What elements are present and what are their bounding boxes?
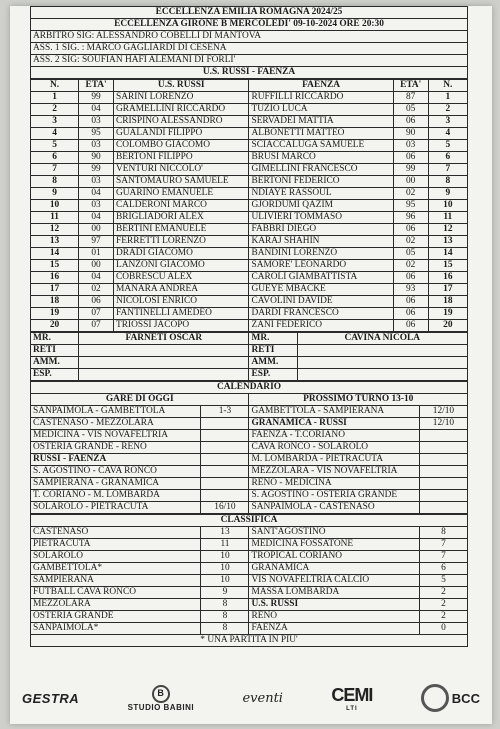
team-left: SAMPIERANA xyxy=(31,575,201,587)
today-match: T. CORIANO - M. LOMBARDA xyxy=(31,490,201,502)
away-age: 02 xyxy=(393,236,428,248)
reti-label: RETI xyxy=(31,345,79,357)
today-score xyxy=(201,430,249,442)
calendar-row xyxy=(31,490,468,502)
home-player: CALDERONI MARCO xyxy=(114,200,249,212)
away-number: 8 xyxy=(428,176,467,188)
next-match: SANPAIMOLA - CASTENASO xyxy=(249,502,419,514)
away-age: 06 xyxy=(393,116,428,128)
team-right: TROPICAL CORIANO xyxy=(249,551,419,563)
standings-row xyxy=(31,623,468,635)
away-player: BERTONI FEDERICO xyxy=(249,176,393,188)
referee: ARBITRO SIG: ALESSANDRO COBELLI DI MANTOVA xyxy=(31,31,468,43)
next-match: MEZZOLARA - VIS NOVAFELTRIA xyxy=(249,466,419,478)
away-age: 05 xyxy=(393,104,428,116)
home-age: 07 xyxy=(79,320,114,332)
header-table xyxy=(30,6,468,79)
points-left: 13 xyxy=(201,527,249,539)
away-player: DARDI FRANCESCO xyxy=(249,308,393,320)
next-date xyxy=(419,454,467,466)
team-right: GRANAMICA xyxy=(249,563,419,575)
away-age: 06 xyxy=(393,296,428,308)
home-age: 03 xyxy=(79,140,114,152)
away-player: NDIAYE RASSOUL xyxy=(249,188,393,200)
home-player: BERTINI EMANUELE xyxy=(114,224,249,236)
standings-row xyxy=(31,587,468,599)
today-match: RUSSI - FAENZA xyxy=(31,454,201,466)
today-score xyxy=(201,490,249,502)
lineup-row xyxy=(31,284,468,296)
team-left: GAMBETTOLA* xyxy=(31,563,201,575)
points-left: 10 xyxy=(201,563,249,575)
team-right: RENO xyxy=(249,611,419,623)
mr-label-2: MR. xyxy=(249,333,297,345)
home-player: LANZONI GIACOMO xyxy=(114,260,249,272)
standings-table xyxy=(30,514,468,647)
home-number: 8 xyxy=(31,176,79,188)
today-match: SAMPIERANA - GRANAMICA xyxy=(31,478,201,490)
home-player: BERTONI FILIPPO xyxy=(114,152,249,164)
points-left: 10 xyxy=(201,551,249,563)
points-right: 7 xyxy=(419,551,467,563)
col-eta-2: ETA' xyxy=(393,80,428,92)
match-title: U.S. RUSSI - FAENZA xyxy=(31,67,468,79)
home-number: 15 xyxy=(31,260,79,272)
amm-label: AMM. xyxy=(31,357,79,369)
points-right: 8 xyxy=(419,527,467,539)
away-age: 06 xyxy=(393,152,428,164)
next-match: S. AGOSTINO - OSTERIA GRANDE xyxy=(249,490,419,502)
away-age: 99 xyxy=(393,164,428,176)
today-match: MEDICINA - VIS NOVAFELTRIA xyxy=(31,430,201,442)
away-coach: CAVINA NICOLA xyxy=(297,333,467,345)
calendar-row xyxy=(31,442,468,454)
points-right: 7 xyxy=(419,539,467,551)
home-player: FERRETTI LORENZO xyxy=(114,236,249,248)
next-date xyxy=(419,478,467,490)
home-player: TRIOSSI JACOPO xyxy=(114,320,249,332)
today-match: CASTENASO - MEZZOLARA xyxy=(31,418,201,430)
home-age: 95 xyxy=(79,128,114,140)
home-player: SARINI LORENZO xyxy=(114,92,249,104)
away-age: 06 xyxy=(393,224,428,236)
points-left: 10 xyxy=(201,575,249,587)
home-number: 5 xyxy=(31,140,79,152)
points-right: 6 xyxy=(419,563,467,575)
home-player: COBRESCU ALEX xyxy=(114,272,249,284)
lineup-row xyxy=(31,92,468,104)
standings-row xyxy=(31,575,468,587)
team-left: FUTBALL CAVA RONCO xyxy=(31,587,201,599)
standings-row xyxy=(31,563,468,575)
standings-row xyxy=(31,599,468,611)
next-date xyxy=(419,466,467,478)
away-number: 11 xyxy=(428,212,467,224)
home-number: 16 xyxy=(31,272,79,284)
away-number: 6 xyxy=(428,152,467,164)
home-age: 03 xyxy=(79,200,114,212)
today-games-header: GARE DI OGGI xyxy=(31,394,249,406)
away-age: 06 xyxy=(393,272,428,284)
home-number: 4 xyxy=(31,128,79,140)
home-age: 00 xyxy=(79,260,114,272)
team-right: SANT'AGOSTINO xyxy=(249,527,419,539)
col-home: U.S. RUSSI xyxy=(114,80,249,92)
home-player: BRIGLIADORI ALEX xyxy=(114,212,249,224)
away-age: 96 xyxy=(393,212,428,224)
next-match: GAMBETTOLA - SAMPIERANA xyxy=(249,406,419,418)
team-right: U.S. RUSSI xyxy=(249,599,419,611)
calendar-row xyxy=(31,502,468,514)
points-right: 2 xyxy=(419,587,467,599)
col-n-2: N. xyxy=(428,80,467,92)
points-right: 2 xyxy=(419,599,467,611)
away-age: 05 xyxy=(393,248,428,260)
home-age: 07 xyxy=(79,308,114,320)
today-match: S. AGOSTINO - CAVA RONCO xyxy=(31,466,201,478)
home-coach: FARNETI OSCAR xyxy=(79,333,249,345)
home-number: 20 xyxy=(31,320,79,332)
home-number: 6 xyxy=(31,152,79,164)
next-match: RENO - MEDICINA xyxy=(249,478,419,490)
calendar-row xyxy=(31,406,468,418)
assistant-1: ASS. 1 SIG. : MARCO GAGLIARDI DI CESENA xyxy=(31,43,468,55)
home-number: 12 xyxy=(31,224,79,236)
mr-label: MR. xyxy=(31,333,79,345)
home-age: 90 xyxy=(79,152,114,164)
calendar-table xyxy=(30,381,468,514)
home-player: FANTINELLI AMEDEO xyxy=(114,308,249,320)
home-number: 11 xyxy=(31,212,79,224)
next-date xyxy=(419,502,467,514)
calendar-row xyxy=(31,430,468,442)
away-age: 90 xyxy=(393,128,428,140)
away-age: 87 xyxy=(393,92,428,104)
studio-babini-mark-icon: B xyxy=(152,685,170,703)
home-age: 02 xyxy=(79,284,114,296)
amm-label-2: AMM. xyxy=(249,357,297,369)
away-number: 15 xyxy=(428,260,467,272)
away-player: GJORDUMI QAZIM xyxy=(249,200,393,212)
home-number: 1 xyxy=(31,92,79,104)
doc-subtitle: ECCELLENZA GIRONE B MERCOLEDI' 09-10-2024 ORE 20:30 xyxy=(31,19,468,31)
away-age: 06 xyxy=(393,320,428,332)
lineup-row xyxy=(31,116,468,128)
home-player: MANARA ANDREA xyxy=(114,284,249,296)
lineup-row xyxy=(31,152,468,164)
away-number: 7 xyxy=(428,164,467,176)
home-player: NICOLOSI ENRICO xyxy=(114,296,249,308)
away-player: TUZIO LUCA xyxy=(249,104,393,116)
esp-label-2: ESP. xyxy=(249,369,297,381)
team-right: MASSA LOMBARDA xyxy=(249,587,419,599)
home-player: SANTOMAURO SAMUELE xyxy=(114,176,249,188)
away-number: 19 xyxy=(428,308,467,320)
lineup-row xyxy=(31,260,468,272)
home-age: 01 xyxy=(79,248,114,260)
away-number: 20 xyxy=(428,320,467,332)
home-player: VENTURI NICCOLO' xyxy=(114,164,249,176)
home-number: 14 xyxy=(31,248,79,260)
away-player: BRUSI MARCO xyxy=(249,152,393,164)
standings-note: * UNA PARTITA IN PIU' xyxy=(31,635,468,647)
today-match: SANPAIMOLA - GAMBETTOLA xyxy=(31,406,201,418)
away-number: 10 xyxy=(428,200,467,212)
away-number: 9 xyxy=(428,188,467,200)
away-number: 2 xyxy=(428,104,467,116)
next-date xyxy=(419,430,467,442)
away-number: 17 xyxy=(428,284,467,296)
next-round-header: PROSSIMO TURNO 13-10 xyxy=(249,394,468,406)
home-age: 04 xyxy=(79,188,114,200)
home-number: 13 xyxy=(31,236,79,248)
lineup-table xyxy=(30,79,468,332)
away-player: SAMORE' LEONARDO xyxy=(249,260,393,272)
lineup-row xyxy=(31,164,468,176)
away-number: 1 xyxy=(428,92,467,104)
calendar-title: CALENDARIO xyxy=(31,382,468,394)
away-number: 14 xyxy=(428,248,467,260)
away-number: 12 xyxy=(428,224,467,236)
esp-label: ESP. xyxy=(31,369,79,381)
points-right: 0 xyxy=(419,623,467,635)
home-number: 3 xyxy=(31,116,79,128)
sponsor-eventi-logo: eventi xyxy=(242,690,283,706)
doc-title: ECCELLENZA EMILIA ROMAGNA 2024/25 xyxy=(31,7,468,19)
team-right: MEDICINA FOSSATONE xyxy=(249,539,419,551)
lineup-row xyxy=(31,188,468,200)
lineup-row xyxy=(31,104,468,116)
points-right: 5 xyxy=(419,575,467,587)
home-age: 04 xyxy=(79,104,114,116)
today-score xyxy=(201,442,249,454)
sponsor-bar xyxy=(22,678,480,718)
home-number: 10 xyxy=(31,200,79,212)
away-player: ZANI FEDERICO xyxy=(249,320,393,332)
standings-row xyxy=(31,551,468,563)
home-number: 17 xyxy=(31,284,79,296)
assistant-2: ASS. 2 SIG: SOUFIAN HAFI ALEMANI DI FORLI' xyxy=(31,55,468,67)
away-player: RUFFILLI RICCARDO xyxy=(249,92,393,104)
away-player: SERVADEI MATTIA xyxy=(249,116,393,128)
next-match: GRANAMICA - RUSSI xyxy=(249,418,419,430)
home-age: 03 xyxy=(79,116,114,128)
team-left: MEZZOLARA xyxy=(31,599,201,611)
match-document xyxy=(30,6,468,647)
points-right: 2 xyxy=(419,611,467,623)
away-player: FABBRI DIEGO xyxy=(249,224,393,236)
today-score: 16/10 xyxy=(201,502,249,514)
today-score xyxy=(201,478,249,490)
away-number: 4 xyxy=(428,128,467,140)
away-player: BANDINI LORENZO xyxy=(249,248,393,260)
next-date: 12/10 xyxy=(419,418,467,430)
reti-label-2: RETI xyxy=(249,345,297,357)
next-date xyxy=(419,442,467,454)
bcc-ring-icon xyxy=(421,684,449,712)
home-age: 99 xyxy=(79,164,114,176)
away-number: 3 xyxy=(428,116,467,128)
home-player: GUALANDI FILIPPO xyxy=(114,128,249,140)
home-age: 03 xyxy=(79,176,114,188)
lineup-row xyxy=(31,296,468,308)
standings-row xyxy=(31,611,468,623)
today-score xyxy=(201,454,249,466)
calendar-row xyxy=(31,478,468,490)
standings-title: CLASSIFICA xyxy=(31,515,468,527)
today-score: 1-3 xyxy=(201,406,249,418)
lineup-row xyxy=(31,128,468,140)
away-number: 18 xyxy=(428,296,467,308)
away-player: ALBONETTI MATTEO xyxy=(249,128,393,140)
points-left: 8 xyxy=(201,599,249,611)
lineup-row xyxy=(31,140,468,152)
away-player: CAROLI GIAMBATTISTA xyxy=(249,272,393,284)
lineup-row xyxy=(31,224,468,236)
lineup-row xyxy=(31,200,468,212)
lineup-row xyxy=(31,176,468,188)
today-score xyxy=(201,466,249,478)
team-left: SANPAIMOLA* xyxy=(31,623,201,635)
away-player: GUEYE MBACKE xyxy=(249,284,393,296)
away-age: 06 xyxy=(393,308,428,320)
home-player: GUARINO EMANUELE xyxy=(114,188,249,200)
calendar-row xyxy=(31,466,468,478)
home-number: 19 xyxy=(31,308,79,320)
home-age: 97 xyxy=(79,236,114,248)
today-match: SOLAROLO - PIETRACUTA xyxy=(31,502,201,514)
col-eta: ETA' xyxy=(79,80,114,92)
home-player: COLOMBO GIACOMO xyxy=(114,140,249,152)
home-player: CRISPINO ALESSANDRO xyxy=(114,116,249,128)
sponsor-studio-babini-logo: B STUDIO BABINI xyxy=(128,685,195,712)
home-number: 18 xyxy=(31,296,79,308)
sponsor-bcc-logo: BCC xyxy=(421,684,480,712)
today-score xyxy=(201,418,249,430)
lineup-row xyxy=(31,308,468,320)
lineup-row xyxy=(31,236,468,248)
away-player: ULIVIERI TOMMASO xyxy=(249,212,393,224)
away-player: CAVOLINI DAVIDE xyxy=(249,296,393,308)
away-age: 03 xyxy=(393,140,428,152)
home-player: DRADI GIACOMO xyxy=(114,248,249,260)
points-left: 9 xyxy=(201,587,249,599)
team-left: CASTENASO xyxy=(31,527,201,539)
team-left: OSTERIA GRANDE xyxy=(31,611,201,623)
points-left: 8 xyxy=(201,623,249,635)
lineup-row xyxy=(31,272,468,284)
next-date xyxy=(419,490,467,502)
home-age: 99 xyxy=(79,92,114,104)
away-player: KARAJ SHAHIN xyxy=(249,236,393,248)
next-match: FAENZA - T.CORIANO xyxy=(249,430,419,442)
home-age: 06 xyxy=(79,296,114,308)
home-player: GRAMELLINI RICCARDO xyxy=(114,104,249,116)
team-right: VIS NOVAFELTRIA CALCIO xyxy=(249,575,419,587)
away-age: 93 xyxy=(393,284,428,296)
team-right: FAENZA xyxy=(249,623,419,635)
points-left: 8 xyxy=(201,611,249,623)
away-age: 00 xyxy=(393,176,428,188)
next-match: CAVA RONCO - SOLAROLO xyxy=(249,442,419,454)
sponsor-cemi-logo: CEMI LTI xyxy=(331,684,373,712)
lineup-row xyxy=(31,320,468,332)
calendar-row xyxy=(31,454,468,466)
home-age: 04 xyxy=(79,212,114,224)
team-left: PIETRACUTA xyxy=(31,539,201,551)
col-away: FAENZA xyxy=(249,80,393,92)
standings-row xyxy=(31,539,468,551)
lineup-row xyxy=(31,212,468,224)
away-player: GIMELLINI FRANCESCO xyxy=(249,164,393,176)
today-match: OSTERIA GRANDE - RENO xyxy=(31,442,201,454)
team-left: SOLAROLO xyxy=(31,551,201,563)
away-number: 5 xyxy=(428,140,467,152)
next-match: M. LOMBARDA - PIETRACUTA xyxy=(249,454,419,466)
calendar-row xyxy=(31,418,468,430)
standings-row xyxy=(31,527,468,539)
sponsor-gestra-logo: GESTRA xyxy=(22,690,80,706)
away-age: 02 xyxy=(393,260,428,272)
home-age: 00 xyxy=(79,224,114,236)
points-left: 11 xyxy=(201,539,249,551)
next-date: 12/10 xyxy=(419,406,467,418)
away-player: SCIACCALUGA SAMUELE xyxy=(249,140,393,152)
away-number: 16 xyxy=(428,272,467,284)
col-n: N. xyxy=(31,80,79,92)
staff-table xyxy=(30,332,468,381)
away-number: 13 xyxy=(428,236,467,248)
home-number: 9 xyxy=(31,188,79,200)
home-number: 7 xyxy=(31,164,79,176)
away-age: 95 xyxy=(393,200,428,212)
home-age: 04 xyxy=(79,272,114,284)
away-age: 02 xyxy=(393,188,428,200)
lineup-row xyxy=(31,248,468,260)
home-number: 2 xyxy=(31,104,79,116)
